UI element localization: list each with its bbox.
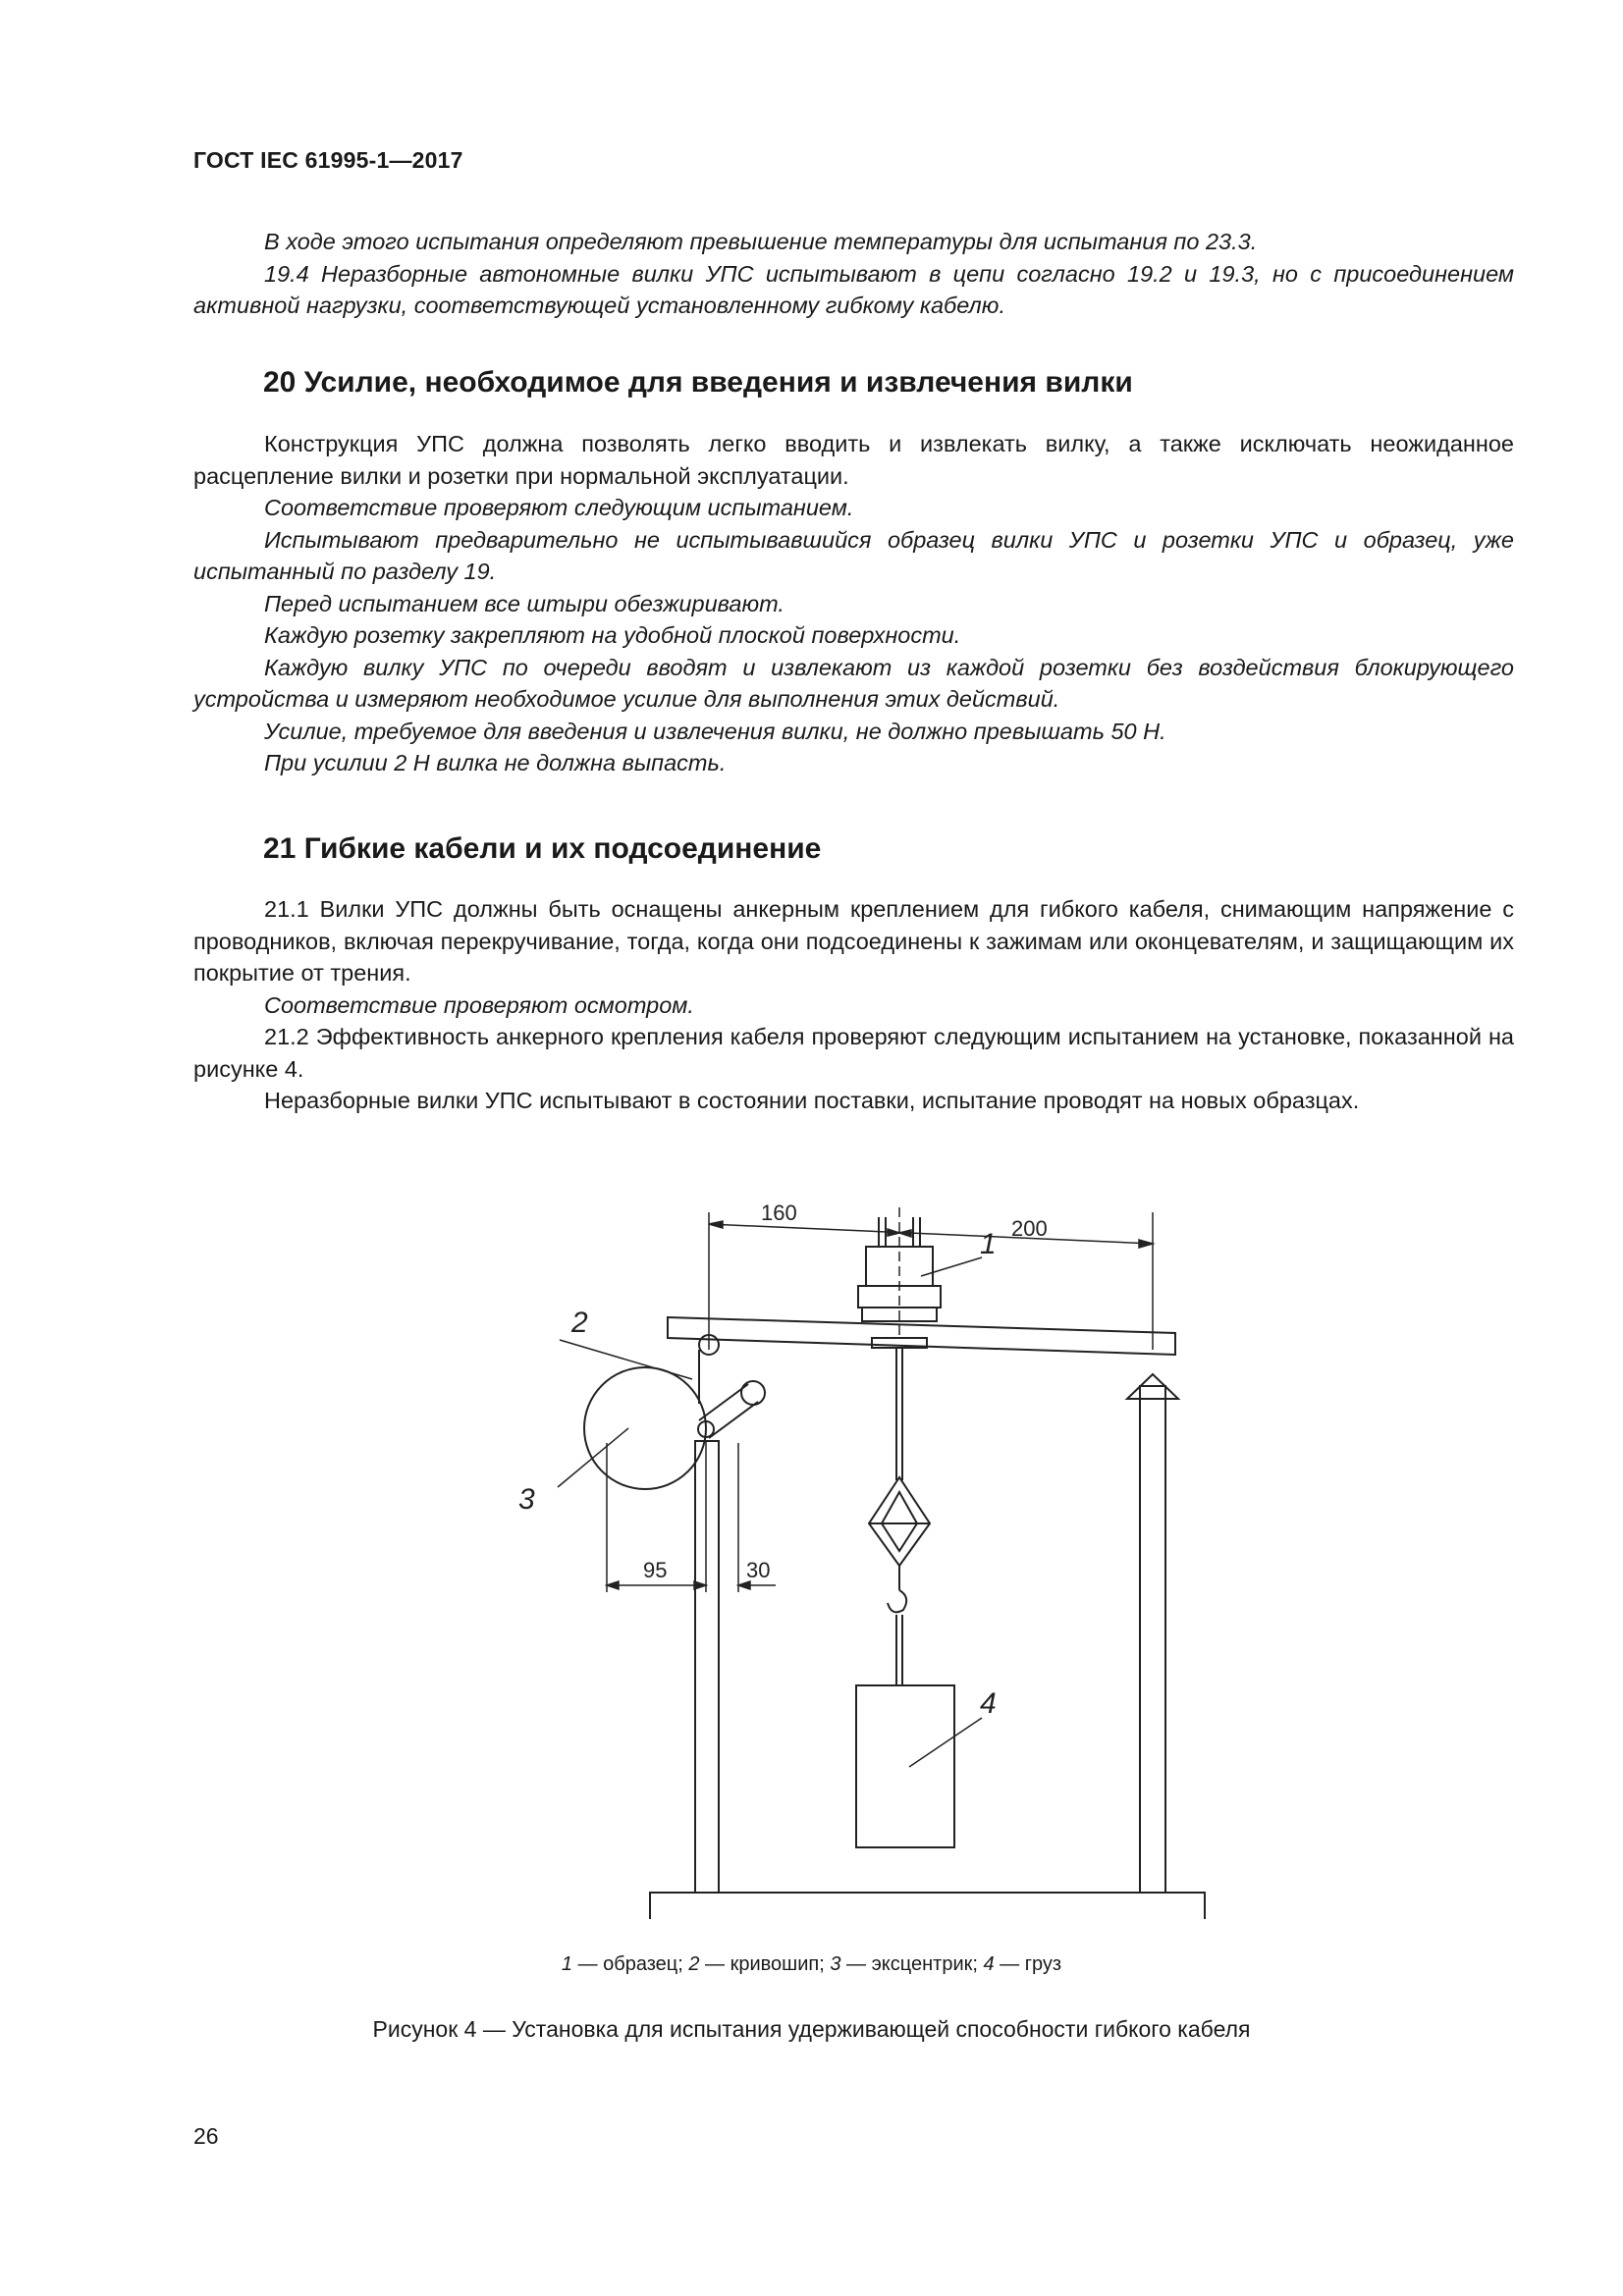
dimension-label-160: 160	[761, 1201, 797, 1225]
paragraph: 19.4 Неразборные автономные вилки УПС испытывают в цепи согласно 19.2 и 19.3, но с присоединением активной нагрузки, соответствующей установленному гибкому кабелю.	[193, 260, 1514, 318]
dimension-arrow	[888, 1229, 899, 1236]
paragraph: 21.2 Эффективность анкерного крепления кабеля проверяют следующим испытанием на установке, показанной на рисунке 4.	[193, 1024, 1514, 1082]
paragraph: При усилии 2 Н вилка не должна выпасть.	[264, 750, 727, 775]
base-plate	[650, 1893, 1205, 1919]
paragraph: Конструкция УПС должна позволять легко вводить и извлекать вилку, а также исключать неожиданное расцепление вилки и розетки при нормальной эксплуатации.	[193, 431, 1514, 489]
dimension-arrow	[694, 1581, 706, 1589]
paragraph: Каждую вилку УПС по очереди вводят и извлекают из каждой розетки без воздействия блокирующего устройства и измеряют необходимое усилие для выполнения этих действий.	[193, 654, 1514, 712]
paragraph: Соответствие проверяют осмотром.	[264, 991, 694, 1018]
legend-text: — эксцентрик;	[840, 1953, 984, 1975]
load-weight	[856, 1685, 954, 1847]
document-header: ГОСТ IEC 61995-1—2017	[193, 147, 463, 173]
paragraph: Усилие, требуемое для введения и извлечения вилки, не должно превышать 50 Н.	[264, 718, 1166, 744]
callout-leader-4	[909, 1718, 982, 1767]
legend-text: — груз	[994, 1953, 1062, 1975]
dimension-arrow	[738, 1581, 750, 1589]
legend-text: — образец;	[572, 1953, 689, 1975]
eccentric-disc	[584, 1367, 706, 1489]
figure-4-diagram	[481, 1193, 1227, 1919]
intro-text	[193, 226, 1514, 322]
callout-4: 4	[980, 1687, 997, 1720]
paragraph: 21.1 Вилки УПС должны быть оснащены анкерным креплением для гибкого кабеля, снимающим напряжение с проводников, включая перекручивание, тогда, когда они подсоединены к зажимам или оконцевателям, и защищающим их покрытие от трения.	[193, 896, 1514, 986]
page-number: 26	[193, 2123, 219, 2149]
dimension-label-95: 95	[643, 1558, 668, 1582]
paragraph: Каждую розетку закрепляют на удобной плоской поверхности.	[264, 622, 961, 648]
dimension-arrow	[709, 1221, 723, 1228]
cable-clamp-inner	[882, 1492, 917, 1551]
right-column	[1140, 1386, 1165, 1893]
dimension-arrow	[607, 1581, 619, 1589]
paragraph: В ходе этого испытания определяют превышение температуры для испытания по 23.3.	[264, 229, 1258, 254]
callout-2: 2	[571, 1307, 588, 1339]
dimension-arrow	[1139, 1240, 1153, 1248]
paragraph: Неразборные вилки УПС испытывают в состоянии поставки, испытание проводят на новых образцах.	[264, 1088, 1360, 1113]
paragraph: Соответствие проверяют следующим испытанием.	[264, 495, 854, 520]
paragraph: Испытывают предварительно не испытывавшийся образец вилки УПС и розетки УПС и образец, уже испытанный по разделу 19.	[193, 526, 1514, 584]
legend-number: 4	[983, 1953, 995, 1975]
callout-3: 3	[518, 1483, 535, 1516]
figure-caption: Рисунок 4 — Установка для испытания удерживающей способности гибкого кабеля	[372, 2016, 1251, 2042]
test-rig-drawing	[481, 1193, 1227, 1919]
callout-leader-2	[560, 1340, 692, 1379]
legend-text: — кривошип;	[699, 1953, 831, 1975]
section-21-title: 21 Гибкие кабели и их подсоединение	[263, 832, 822, 865]
section-20-title: 20 Усилие, необходимое для введения и извлечения вилки	[263, 366, 1133, 399]
section-20-text	[193, 428, 1514, 779]
legend-number: 2	[688, 1953, 700, 1975]
legend-number: 1	[561, 1953, 573, 1975]
callout-leader-3	[558, 1428, 628, 1487]
lever-beam	[668, 1317, 1175, 1355]
paragraph: Перед испытанием все штыри обезжиривают.	[264, 590, 784, 616]
dimension-line-160-200	[709, 1224, 1153, 1244]
section-21-text	[193, 893, 1514, 1117]
legend-number: 3	[830, 1953, 841, 1975]
left-column	[695, 1441, 719, 1893]
dimension-label-30: 30	[746, 1558, 771, 1582]
hook	[888, 1590, 906, 1612]
figure-legend	[0, 1953, 1623, 1976]
dimension-label-200: 200	[1011, 1216, 1048, 1241]
callout-1: 1	[980, 1228, 997, 1260]
dimension-arrow	[899, 1230, 911, 1237]
callout-leader-1	[921, 1257, 982, 1276]
crank-pin	[741, 1381, 765, 1405]
